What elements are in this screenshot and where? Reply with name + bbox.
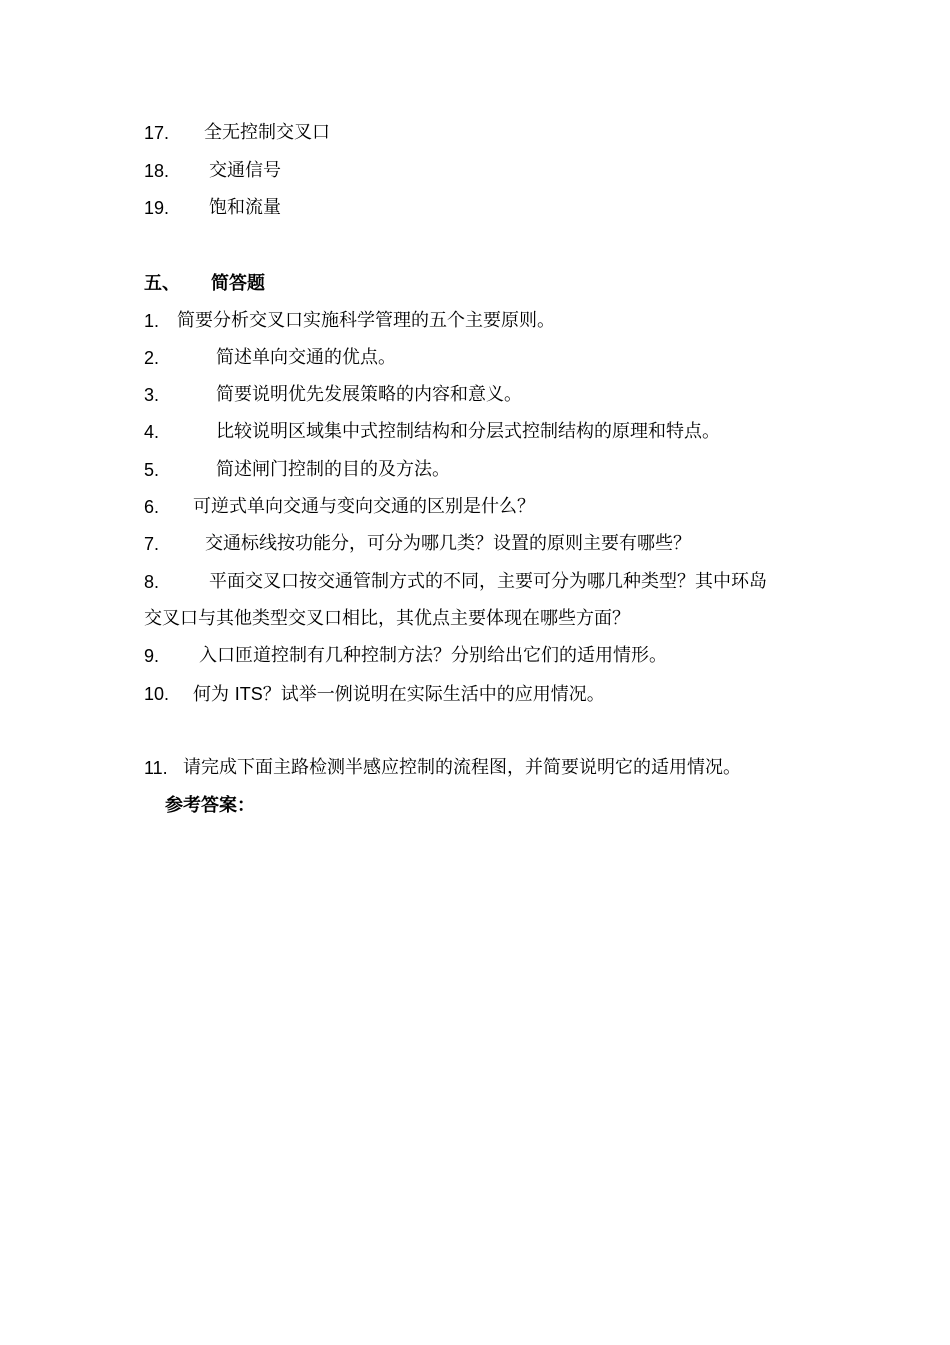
question-text [193, 683, 605, 706]
term-number: 19. [144, 198, 170, 218]
question-number: 9. [144, 646, 160, 666]
question-text: 交通标线按功能分，可分为哪几类？设置的原则主要有哪些？ [205, 533, 691, 554]
its-term: ITS [234, 684, 263, 704]
term-number: 18. [144, 161, 170, 181]
question-text: 简要说明优先发展策略的内容和意义。 [216, 384, 522, 405]
question-number: 5. [144, 460, 160, 480]
question-number: 10. [144, 684, 170, 704]
term-number: 17. [144, 123, 170, 143]
term-text: 全无控制交叉口 [204, 122, 330, 143]
question-text: 简要分析交叉口实施科学管理的五个主要原则。 [177, 310, 555, 331]
question-number: 1. [144, 311, 160, 331]
question-number: 6. [144, 497, 160, 517]
question-number: 7. [144, 534, 160, 554]
question-text-continued: 交叉口与其他类型交叉口相比，其优点主要体现在哪些方面？ [144, 608, 630, 629]
question-number: 4. [144, 422, 160, 442]
section-number: 五、 [144, 273, 180, 294]
question-text-pre: 何为 [193, 684, 235, 705]
question-number: 3. [144, 385, 160, 405]
question-number: 2. [144, 348, 160, 368]
answer-label: 参考答案： [165, 795, 255, 816]
question-text: 简述单向交通的优点。 [216, 347, 396, 368]
question-text: 请完成下面主路检测半感应控制的流程图，并简要说明它的适用情况。 [183, 757, 741, 778]
question-text: 可逆式单向交通与变向交通的区别是什么？ [193, 496, 535, 517]
section-title: 简答题 [211, 273, 265, 294]
question-text: 简述闸门控制的目的及方法。 [216, 459, 450, 480]
term-text: 交通信号 [209, 160, 281, 181]
question-number: 11. [144, 758, 168, 778]
question-text: 比较说明区域集中式控制结构和分层式控制结构的原理和特点。 [216, 421, 720, 442]
question-text-post: ？试举一例说明在实际生活中的应用情况。 [262, 684, 605, 705]
question-text: 入口匝道控制有几种控制方法？分别给出它们的适用情形。 [199, 645, 667, 666]
question-number: 8. [144, 572, 160, 592]
term-text: 饱和流量 [209, 197, 281, 218]
question-text: 平面交叉口按交通管制方式的不同，主要可分为哪几种类型？其中环岛 [209, 571, 767, 592]
